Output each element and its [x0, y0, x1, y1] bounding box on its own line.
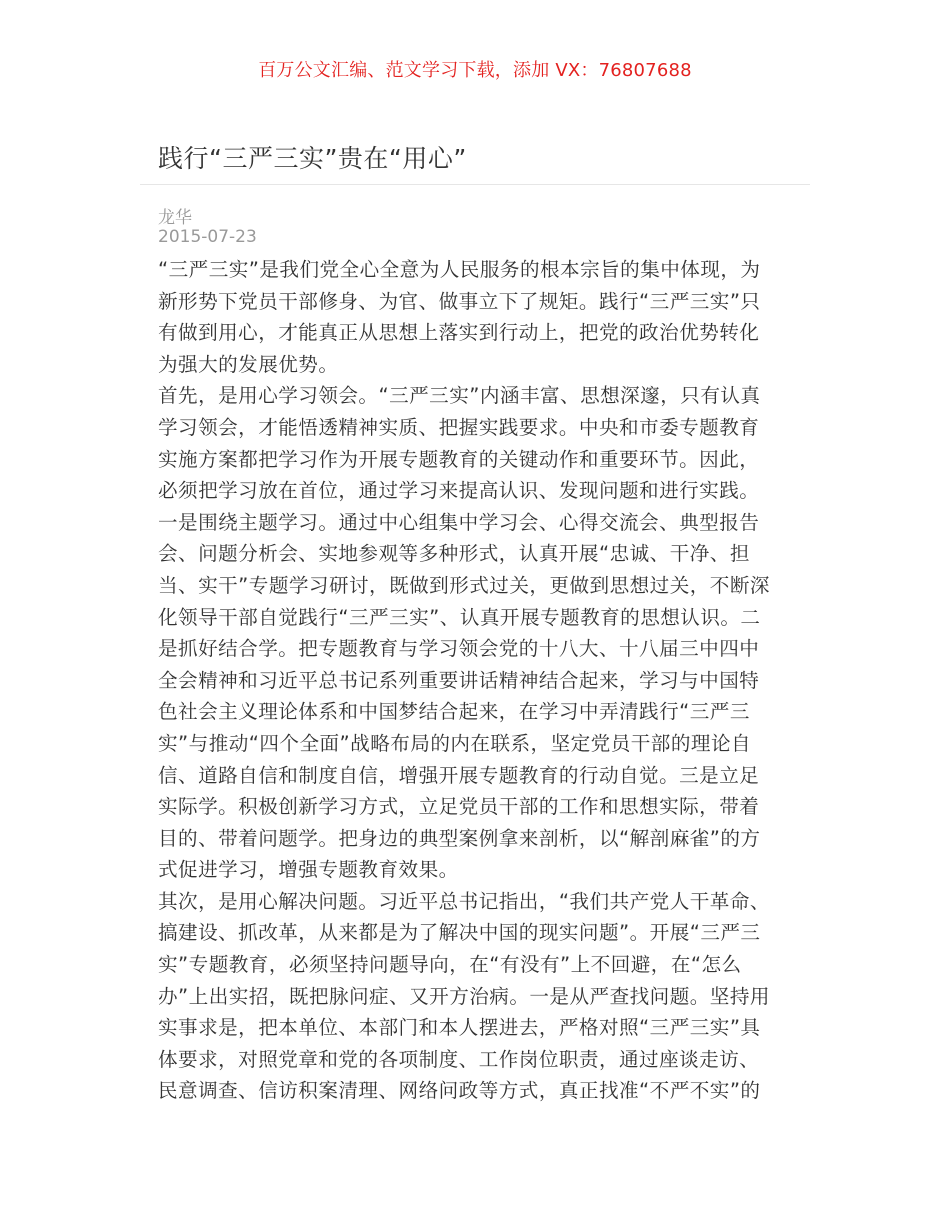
paragraph-line: 实”与推动“四个全面”战略布局的内在联系，坚定党员干部的理论自 — [158, 731, 752, 755]
paragraph-line: 信、道路自信和制度自信，增强开展专题教育的行动自觉。三是立足 — [158, 763, 760, 787]
paragraph-line: 搞建设、抓改革，从来都是为了解决中国的现实问题”。开展“三严三 — [158, 921, 761, 945]
paragraph-line: 一是围绕主题学习。通过中心组集中学习会、心得交流会、典型报告 — [158, 510, 760, 534]
promo-banner: 百万公文汇编、范文学习下载，添加 VX：76807688 — [258, 60, 692, 81]
paragraph-line: 为强大的发展优势。 — [158, 352, 339, 376]
paragraph — [158, 886, 798, 1107]
paragraph-line: 有做到用心，才能真正从思想上落实到行动上，把党的政治优势转化 — [158, 321, 760, 345]
title-divider — [140, 184, 810, 185]
paragraph-line: 式促进学习，增强专题教育效果。 — [158, 858, 459, 882]
paragraph-line: 民意调查、信访积案清理、网络问政等方式，真正找准“不严不实”的 — [158, 1079, 761, 1103]
paragraph-line: 全会精神和习近平总书记系列重要讲话精神结合起来，学习与中国特 — [158, 668, 760, 692]
paragraph-line: 体要求，对照党章和党的各项制度、工作岗位职责，通过座谈走访、 — [158, 1047, 760, 1071]
paragraph-line: 色社会主义理论体系和中国梦结合起来，在学习中弄清践行“三严三 — [158, 700, 750, 724]
article-body — [158, 254, 798, 1107]
paragraph-line: 会、问题分析会、实地参观等多种形式，认真开展“忠诚、干净、担 — [158, 542, 750, 566]
paragraph-line: 当、实干”专题学习研讨，既做到形式过关，更做到思想过关，不断深 — [158, 573, 770, 597]
paragraph-line: 办”上出实招，既把脉问症、又开方治病。一是从严查找问题。坚持用 — [158, 984, 770, 1008]
paragraph-line: 学习领会，才能悟透精神实质、把握实践要求。中央和市委专题教育 — [158, 415, 760, 439]
article-author: 龙华 — [158, 208, 192, 228]
paragraph-line: 其次，是用心解决问题。习近平总书记指出，“我们共产党人干革命、 — [158, 889, 770, 913]
paragraph-line: 实事求是，把本单位、本部门和本人摆进去，严格对照“三严三实”具 — [158, 1016, 761, 1040]
paragraph-line: 实际学。积极创新学习方式，立足党员干部的工作和思想实际，带着 — [158, 795, 760, 819]
paragraph-line: 实”专题教育，必须坚持问题导向，在“有没有”上不回避，在“怎么 — [158, 953, 742, 977]
paragraph-line: 新形势下党员干部修身、为官、做事立下了规矩。践行“三严三实”只 — [158, 289, 761, 313]
paragraph-line: 化领导干部自觉践行“三严三实”、认真开展专题教育的思想认识。二 — [158, 605, 761, 629]
paragraph — [158, 254, 798, 380]
paragraph-line: 实施方案都把学习作为开展专题教育的关键动作和重要环节。因此， — [158, 447, 760, 471]
paragraph-line: 首先，是用心学习领会。“三严三实”内涵丰富、思想深邃，只有认真 — [158, 384, 761, 408]
paragraph-line: “三严三实”是我们党全心全意为人民服务的根本宗旨的集中体现，为 — [158, 258, 761, 281]
paragraph — [158, 380, 798, 886]
article-title: 践行“三严三实”贵在“用心” — [158, 144, 467, 173]
article-date: 2015-07-23 — [158, 227, 257, 247]
paragraph-line: 目的、带着问题学。把身边的典型案例拿来剖析，以“解剖麻雀”的方 — [158, 826, 761, 850]
paragraph-line: 是抓好结合学。把专题教育与学习领会党的十八大、十八届三中四中 — [158, 637, 760, 661]
paragraph-line: 必须把学习放在首位，通过学习来提高认识、发现问题和进行实践。 — [158, 479, 760, 503]
